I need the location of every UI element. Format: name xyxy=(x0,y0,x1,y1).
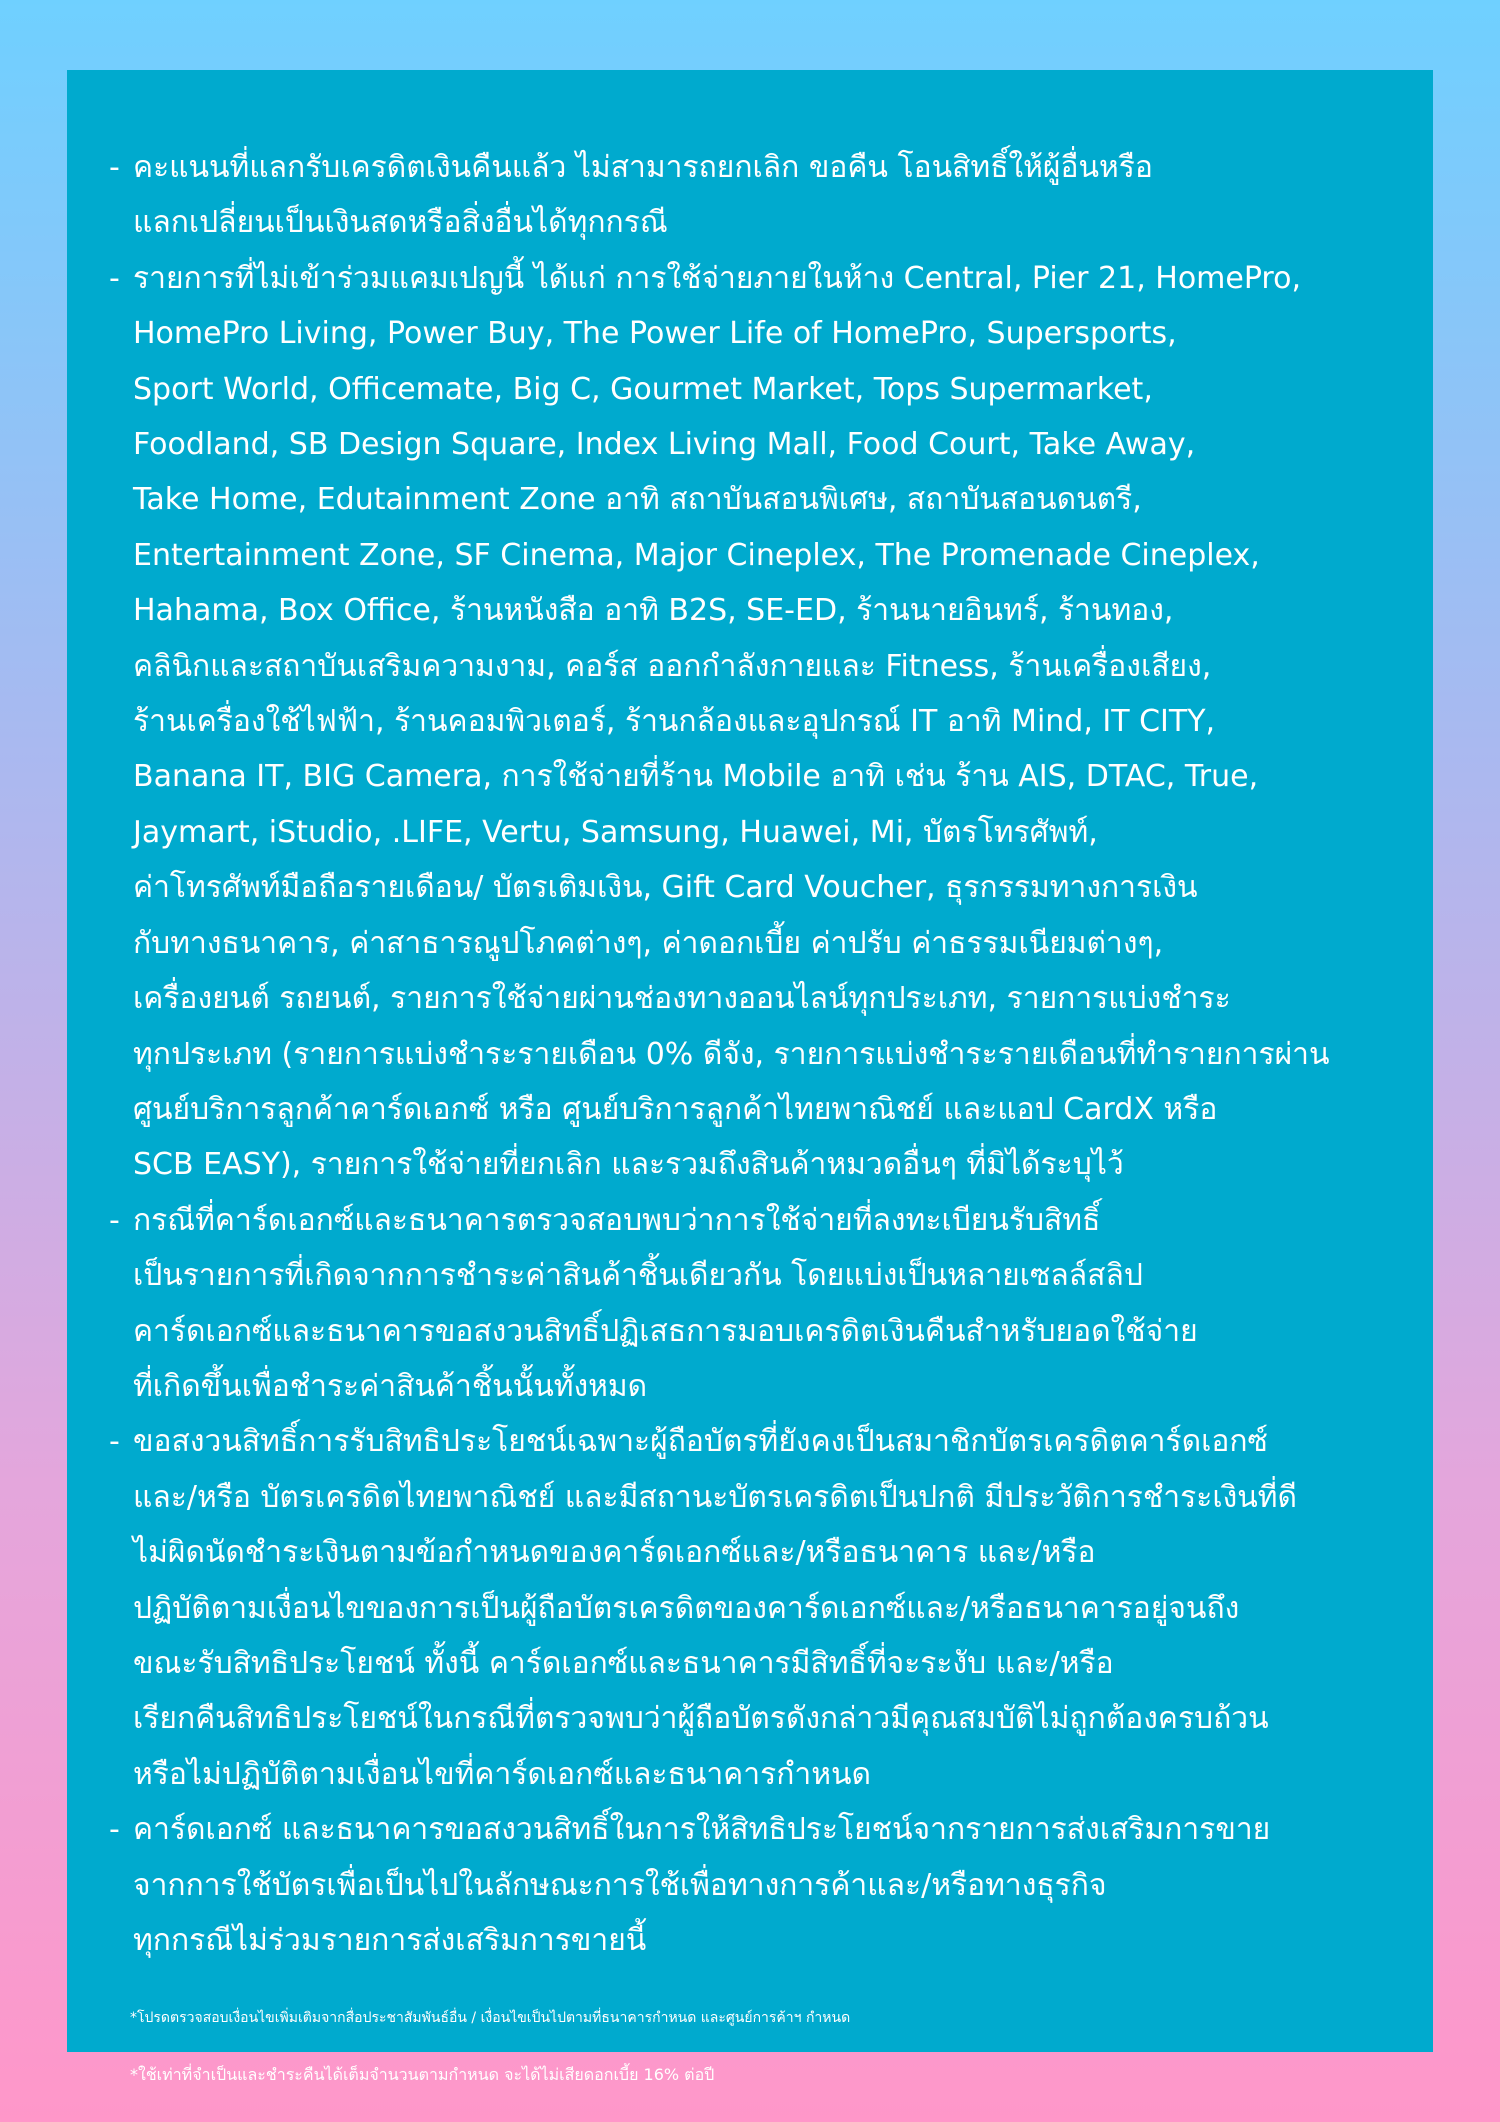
terms-panel xyxy=(67,70,1433,2052)
term-line: แลกเปลี่ยนเป็นเงินสดหรือสิ่งอื่นได้ทุกกรณี xyxy=(133,205,668,241)
term-line: SCB EASY), รายการใช้จ่ายที่ยกเลิก และรวมถึงสินค้าหมวดอื่นๆ ที่มิได้ระบุไว้ xyxy=(133,1147,1124,1183)
term-item xyxy=(109,1802,1409,1968)
term-line: ขณะรับสิทธิประโยชน์ ทั้งนี้ คาร์ดเอกซ์และธนาคารมีสิทธิ์ที่จะระงับ และ/หรือ xyxy=(133,1645,1114,1681)
term-line: ร้านเครื่องใช้ไฟฟ้า, ร้านคอมพิวเตอร์, ร้านกล้องและอุปกรณ์ IT อาทิ Mind, IT CITY, xyxy=(133,704,1216,740)
bullet-dash: - xyxy=(109,150,120,185)
term-line: เครื่องยนต์ รถยนต์, รายการใช้จ่ายผ่านช่องทางออนไลน์ทุกประเภท, รายการแบ่งชำระ xyxy=(133,981,1231,1017)
term-line: Take Home, Edutainment Zone อาทิ สถาบันสอนพิเศษ, สถาบันสอนดนตรี, xyxy=(133,482,1142,518)
bullet-dash: - xyxy=(109,260,120,296)
term-item xyxy=(109,1193,1409,1415)
term-line: ทุกกรณีไม่ร่วมรายการส่งเสริมการขายนี้ xyxy=(133,1923,647,1958)
bullet-dash: - xyxy=(109,1812,120,1848)
term-line: Entertainment Zone, SF Cinema, Major Cineplex, The Promenade Cineplex, xyxy=(133,537,1260,573)
term-line: คะแนนที่แลกรับเครดิตเงินคืนแล้ว ไม่สามารถยกเลิก ขอคืน โอนสิทธิ์ให้ผู้อื่นหรือ xyxy=(133,150,1153,185)
bullet-dash: - xyxy=(109,1202,120,1238)
term-line: เป็นรายการที่เกิดจากการชำระค่าสินค้าชิ้นเดียวกัน โดยแบ่งเป็นหลายเซลล์สลิป xyxy=(133,1258,1143,1294)
term-line: ที่เกิดขึ้นเพื่อชำระค่าสินค้าชิ้นนั้นทั้งหมด xyxy=(133,1368,648,1404)
term-line: HomePro Living, Power Buy, The Power Life of HomePro, Supersports, xyxy=(133,316,1177,352)
term-line: ค่าโทรศัพท์มือถือรายเดือน/ บัตรเติมเงิน, Gift Card Voucher, ธุรกรรมทางการเงิน xyxy=(133,870,1198,906)
term-line: ทุกประเภท (รายการแบ่งชำระรายเดือน 0% ดีจัง, รายการแบ่งชำระรายเดือนที่ทำรายการผ่าน xyxy=(133,1036,1330,1072)
term-item xyxy=(109,1414,1409,1802)
term-line: รายการที่ไม่เข้าร่วมแคมเปญนี้ ได้แก่ การใช้จ่ายภายในห้าง Central, Pier 21, HomePro, xyxy=(133,260,1301,296)
term-line: Sport World, Officemate, Big C, Gourmet Market, Tops Supermarket, xyxy=(133,371,1153,407)
term-line: Banana IT, BIG Camera, การใช้จ่ายที่ร้าน Mobile อาทิ เช่น ร้าน AIS, DTAC, True, xyxy=(133,759,1259,795)
term-line: ศูนย์บริการลูกค้าคาร์ดเอกซ์ หรือ ศูนย์บริการลูกค้าไทยพาณิชย์ และแอป CardX หรือ xyxy=(133,1091,1218,1127)
term-line: Hahama, Box Office, ร้านหนังสือ อาทิ B2S, SE-ED, ร้านนายอินทร์, ร้านทอง, xyxy=(133,593,1174,629)
term-line: Foodland, SB Design Square, Index Living Mall, Food Court, Take Away, xyxy=(133,427,1196,463)
term-line: ปฏิบัติตามเงื่อนไขของการเป็นผู้ถือบัตรเครดิตของคาร์ดเอกซ์และ/หรือธนาคารอยู่จนถึง xyxy=(133,1590,1240,1626)
panel-disclaimer: *โปรดตรวจสอบเงื่อนไขเพิ่มเติมจากสื่อประชาสัมพันธ์อื่น / เงื่อนไขเป็นไปตามที่ธนาคารกำหนด และศูนย์การค้าฯ กำหนด xyxy=(130,2010,851,2026)
term-line: หรือไม่ปฏิบัติตามเงื่อนไขที่คาร์ดเอกซ์และธนาคารกำหนด xyxy=(133,1756,871,1792)
term-item xyxy=(109,251,1409,1193)
term-line: ขอสงวนสิทธิ์การรับสิทธิประโยชน์เฉพาะผู้ถือบัตรที่ยังคงเป็นสมาชิกบัตรเครดิตคาร์ดเอกซ์ xyxy=(133,1424,1268,1460)
bullet-dash: - xyxy=(109,1424,120,1460)
terms-list xyxy=(109,140,1409,1968)
term-line: กรณีที่คาร์ดเอกซ์และธนาคารตรวจสอบพบว่าการใช้จ่ายที่ลงทะเบียนรับสิทธิ์ xyxy=(133,1202,1101,1238)
term-item xyxy=(109,140,1409,251)
term-line: กับทางธนาคาร, ค่าสาธารณูปโภคต่างๆ, ค่าดอกเบี้ย ค่าปรับ ค่าธรรมเนียมต่างๆ, xyxy=(133,925,1164,961)
term-line: และ/หรือ บัตรเครดิตไทยพาณิชย์ และมีสถานะบัตรเครดิตเป็นปกติ มีประวัติการชำระเงินที่ดี xyxy=(133,1479,1298,1515)
term-line: เรียกคืนสิทธิประโยชน์ในกรณีที่ตรวจพบว่าผู้ถือบัตรดังกล่าวมีคุณสมบัติไม่ถูกต้องครบถ้วน xyxy=(133,1701,1269,1737)
term-line: จากการใช้บัตรเพื่อเป็นไปในลักษณะการใช้เพื่อทางการค้าและ/หรือทางธุรกิจ xyxy=(133,1867,1107,1903)
term-line: คลินิกและสถาบันเสริมความงาม, คอร์ส ออกกำลังกายและ Fitness, ร้านเครื่องเสียง, xyxy=(133,648,1212,684)
term-line: คาร์ดเอกซ์และธนาคารขอสงวนสิทธิ์ปฏิเสธการมอบเครดิตเงินคืนสำหรับยอดใช้จ่าย xyxy=(133,1313,1198,1349)
footer-disclaimer: *ใช้เท่าที่จำเป็นและชำระคืนได้เต็มจำนวนตามกำหนด จะได้ไม่เสียดอกเบี้ย 16% ต่อปี xyxy=(130,2065,715,2084)
term-line: คาร์ดเอกซ์ และธนาคารขอสงวนสิทธิ์ในการให้สิทธิประโยชน์จากรายการส่งเสริมการขาย xyxy=(133,1812,1271,1848)
term-line: Jaymart, iStudio, .LIFE, Vertu, Samsung, Huawei, Mi, บัตรโทรศัพท์, xyxy=(133,814,1098,850)
term-line: ไม่ผิดนัดชำระเงินตามข้อกำหนดของคาร์ดเอกซ์และ/หรือธนาคาร และ/หรือ xyxy=(133,1535,1096,1571)
